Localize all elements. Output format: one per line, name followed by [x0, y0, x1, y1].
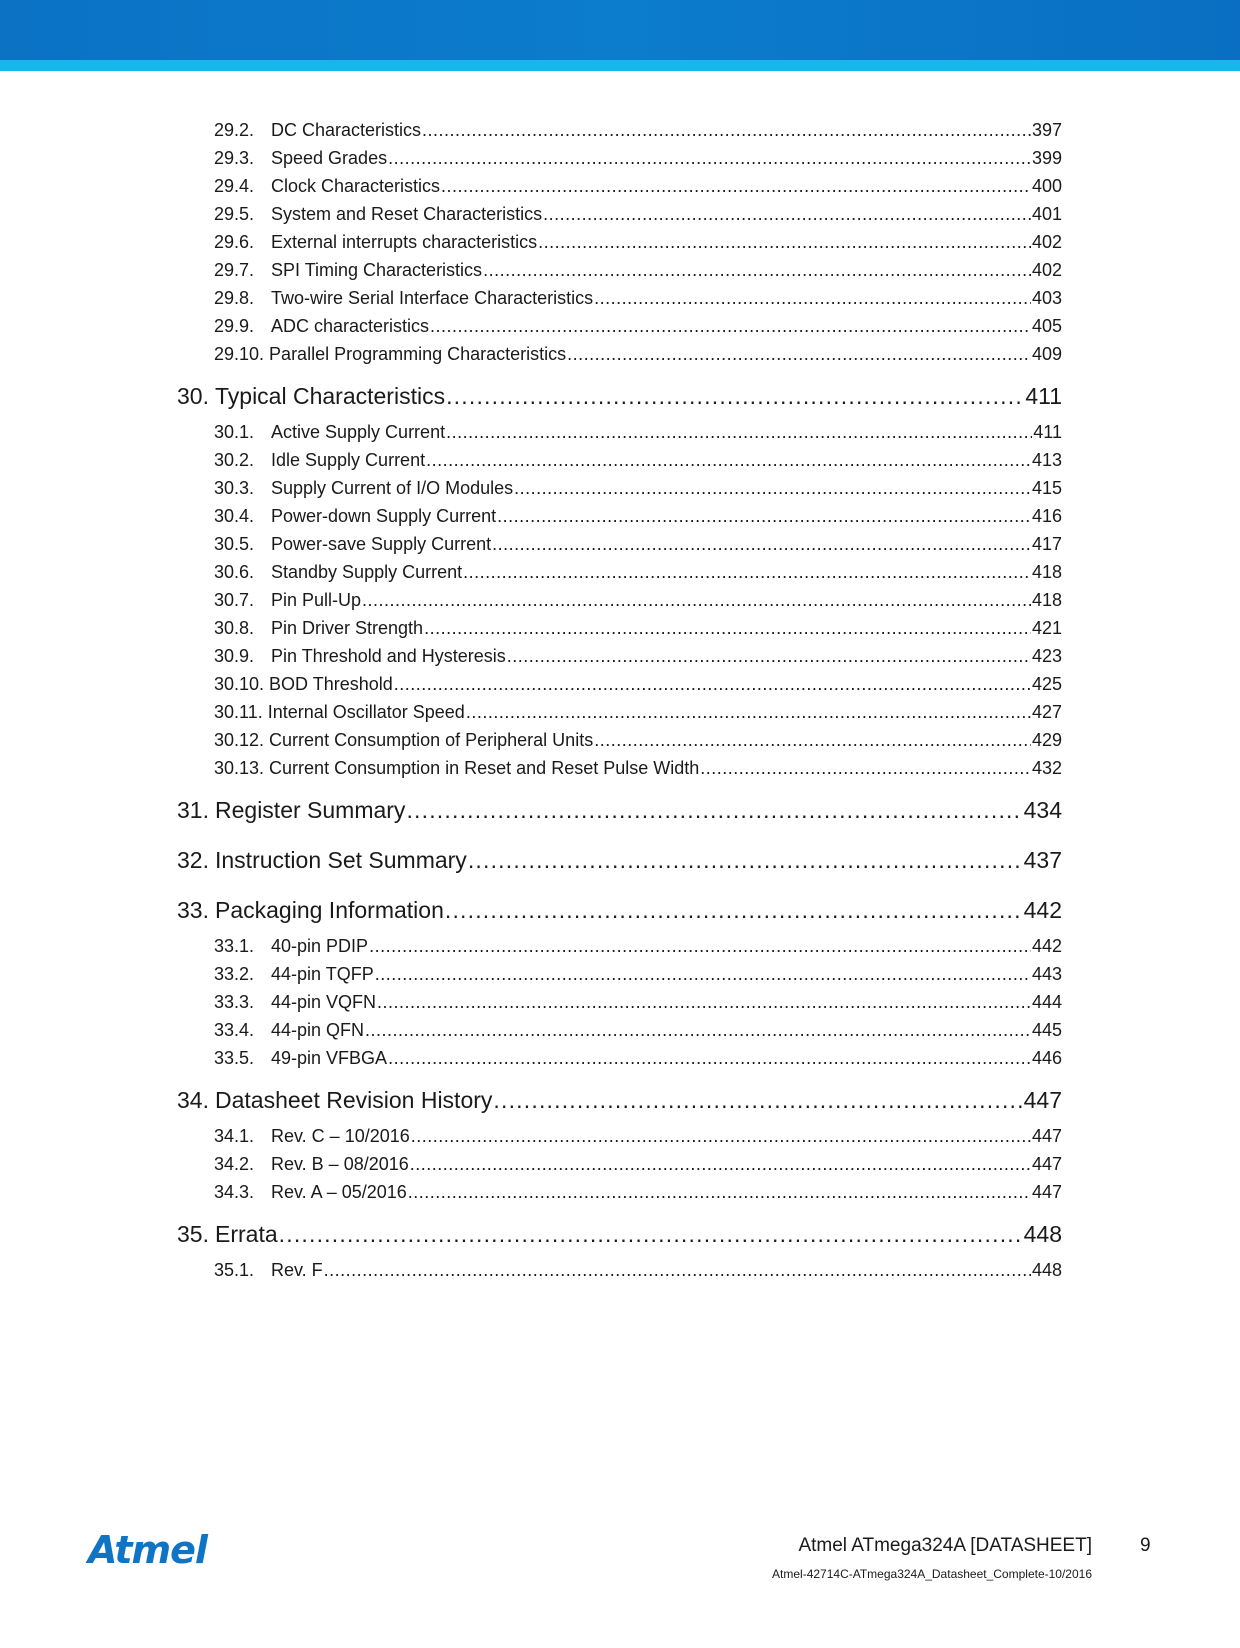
toc-entry-page: 397: [1031, 120, 1062, 140]
toc-dot-leader: [497, 502, 1031, 530]
toc-entry-number: 30.8.: [214, 618, 255, 638]
toc-entry-title: External interrupts characteristics: [271, 232, 538, 252]
toc-dot-leader: [406, 788, 1022, 832]
toc-section-entry[interactable]: [177, 172, 1062, 200]
toc-section-entry[interactable]: [177, 228, 1062, 256]
toc-dot-leader: [426, 446, 1031, 474]
toc-entry-page: 418: [1031, 562, 1062, 582]
toc-entry-number: 29.8.: [214, 288, 255, 308]
toc-entry-page: 402: [1031, 232, 1062, 252]
toc-entry-number: 30.: [177, 383, 209, 409]
toc-section-entry[interactable]: [177, 988, 1062, 1016]
toc-dot-leader: [594, 284, 1031, 312]
toc-entry-number: 30.13.: [214, 758, 265, 778]
toc-section-entry[interactable]: [177, 144, 1062, 172]
toc-entry-title: 44-pin TQFP: [271, 964, 374, 984]
toc-section-entry[interactable]: [177, 642, 1062, 670]
toc-entry-title: 44-pin QFN: [271, 1020, 365, 1040]
toc-dot-leader: [362, 586, 1031, 614]
toc-entry-title: Rev. C – 10/2016: [271, 1126, 410, 1146]
toc-entry-page: 399: [1031, 148, 1062, 168]
toc-chapter-entry[interactable]: [177, 374, 1062, 418]
toc-dot-leader: [543, 200, 1031, 228]
toc-entry-page: 447: [1031, 1126, 1062, 1146]
toc-entry-title: Errata: [215, 1221, 278, 1247]
toc-dot-leader: [375, 960, 1031, 988]
toc-entry-title: Clock Characteristics: [271, 176, 441, 196]
toc-entry-title: DC Characteristics: [271, 120, 422, 140]
toc-entry-number: 33.2.: [214, 964, 255, 984]
toc-section-entry[interactable]: [177, 1044, 1062, 1072]
toc-dot-leader: [394, 670, 1031, 698]
toc-entry-page: 443: [1031, 964, 1062, 984]
toc-dot-leader: [388, 1044, 1031, 1072]
toc-entry-page: 413: [1031, 450, 1062, 470]
toc-section-entry[interactable]: [177, 502, 1062, 530]
toc-entry-title: Parallel Programming Characteristics: [269, 344, 567, 364]
toc-entry-page: 425: [1031, 674, 1062, 694]
toc-entry-title: Power-save Supply Current: [271, 534, 492, 554]
toc-entry-page: 437: [1023, 847, 1062, 873]
document-title: Atmel ATmega324A [DATASHEET]: [798, 1535, 1092, 1556]
toc-entry-number: 35.1.: [214, 1260, 255, 1280]
toc-entry-page: 446: [1031, 1048, 1062, 1068]
toc-dot-leader: [567, 340, 1031, 368]
toc-entry-title: Standby Supply Current: [271, 562, 463, 582]
toc-section-entry[interactable]: [177, 558, 1062, 586]
toc-dot-leader: [538, 228, 1031, 256]
toc-section-entry[interactable]: [177, 1178, 1062, 1206]
toc-section-entry[interactable]: [177, 1122, 1062, 1150]
toc-section-entry[interactable]: [177, 932, 1062, 960]
page-number: 9: [1140, 1535, 1151, 1556]
toc-entry-page: 411: [1033, 422, 1062, 442]
toc-entry-title: BOD Threshold: [269, 674, 393, 694]
toc-dot-leader: [594, 726, 1031, 754]
toc-entry-title: 40-pin PDIP: [271, 936, 369, 956]
toc-entry-number: 30.9.: [214, 646, 255, 666]
toc-entry-number: 29.6.: [214, 232, 255, 252]
header-bar: [0, 0, 1240, 60]
toc-entry-page: 448: [1023, 1221, 1062, 1247]
toc-entry-title: Packaging Information: [215, 897, 444, 923]
toc-chapter-entry[interactable]: [177, 888, 1062, 932]
toc-chapter-entry[interactable]: [177, 788, 1062, 832]
toc-entry-page: 415: [1031, 478, 1062, 498]
toc-entry-page: 416: [1031, 506, 1062, 526]
toc-section-entry[interactable]: [177, 1150, 1062, 1178]
toc-entry-number: 29.3.: [214, 148, 255, 168]
toc-entry-number: 34.2.: [214, 1154, 255, 1174]
toc-entry-title: SPI Timing Characteristics: [271, 260, 483, 280]
toc-entry-number: 35.: [177, 1221, 209, 1247]
toc-section-entry[interactable]: [177, 284, 1062, 312]
toc-entry-title: Current Consumption of Peripheral Units: [269, 730, 594, 750]
toc-entry-page: 402: [1031, 260, 1062, 280]
toc-section-entry[interactable]: [177, 614, 1062, 642]
toc-section-entry[interactable]: [177, 256, 1062, 284]
toc-entry-number: 33.3.: [214, 992, 255, 1012]
toc-entry-title: 49-pin VFBGA: [271, 1048, 388, 1068]
toc-entry-number: 30.10.: [214, 674, 265, 694]
toc-entry-title: Active Supply Current: [271, 422, 446, 442]
toc-entry-title: Pin Threshold and Hysteresis: [271, 646, 506, 666]
toc-entry-title: Instruction Set Summary: [215, 847, 467, 873]
toc-section-entry[interactable]: [177, 960, 1062, 988]
toc-section-entry[interactable]: [177, 116, 1062, 144]
toc-section-entry[interactable]: [177, 446, 1062, 474]
toc-entry-number: 33.1.: [214, 936, 255, 956]
toc-entry-number: 30.11.: [214, 702, 263, 722]
toc-entry-number: 30.3.: [214, 478, 255, 498]
toc-entry-page: 427: [1031, 702, 1062, 722]
toc-entry-number: 30.6.: [214, 562, 255, 582]
toc-entry-page: 429: [1031, 730, 1062, 750]
toc-dot-leader: [468, 838, 1023, 882]
toc-entry-number: 32.: [177, 847, 209, 873]
toc-dot-leader: [408, 1178, 1031, 1206]
toc-entry-title: ADC characteristics: [271, 316, 430, 336]
toc-dot-leader: [324, 1256, 1031, 1284]
toc-entry-title: Speed Grades: [271, 148, 388, 168]
toc-entry-page: 434: [1023, 797, 1062, 823]
toc-entry-page: 447: [1031, 1154, 1062, 1174]
toc-entry-number: 30.12.: [214, 730, 265, 750]
toc-dot-leader: [446, 374, 1024, 418]
toc-entry-page: 445: [1031, 1020, 1062, 1040]
toc-entry-number: 30.2.: [214, 450, 255, 470]
toc-dot-leader: [466, 698, 1031, 726]
toc-section-entry[interactable]: [177, 754, 1062, 782]
toc-dot-leader: [369, 932, 1031, 960]
toc-entry-number: 34.3.: [214, 1182, 255, 1202]
toc-dot-leader: [446, 418, 1032, 446]
toc-section-entry[interactable]: [177, 1016, 1062, 1044]
toc-entry-title: Power-down Supply Current: [271, 506, 497, 526]
toc-dot-leader: [411, 1122, 1031, 1150]
toc-entry-number: 31.: [177, 797, 209, 823]
toc-dot-leader: [463, 558, 1031, 586]
toc-dot-leader: [492, 530, 1031, 558]
toc-entry-title: 44-pin VQFN: [271, 992, 377, 1012]
toc-dot-leader: [279, 1212, 1023, 1256]
header-stripe: [0, 60, 1240, 71]
toc-entry-number: 30.4.: [214, 506, 255, 526]
toc-section-entry[interactable]: [177, 530, 1062, 558]
toc-section-entry[interactable]: [177, 1256, 1062, 1284]
toc-dot-leader: [410, 1150, 1031, 1178]
toc-entry-page: 411: [1025, 383, 1062, 409]
toc-entry-page: 447: [1023, 1087, 1062, 1113]
toc-entry-number: 34.1.: [214, 1126, 255, 1146]
toc-dot-leader: [507, 642, 1031, 670]
toc-entry-title: Rev. A – 05/2016: [271, 1182, 407, 1202]
toc-entry-page: 401: [1031, 204, 1062, 224]
toc-dot-leader: [700, 754, 1031, 782]
toc-entry-page: 423: [1031, 646, 1062, 666]
toc-entry-title: Rev. B – 08/2016: [271, 1154, 409, 1174]
toc-entry-number: 29.7.: [214, 260, 255, 280]
toc-entry-page: 418: [1031, 590, 1062, 610]
toc-dot-leader: [445, 888, 1023, 932]
toc-entry-page: 409: [1031, 344, 1062, 364]
toc-section-entry[interactable]: [177, 586, 1062, 614]
toc-section-entry[interactable]: [177, 726, 1062, 754]
toc-entry-title: Pin Driver Strength: [271, 618, 424, 638]
atmel-logo: Atmel: [88, 1528, 207, 1572]
toc-dot-leader: [430, 312, 1031, 340]
toc-entry-title: Supply Current of I/O Modules: [271, 478, 514, 498]
toc-entry-title: Internal Oscillator Speed: [267, 702, 465, 722]
toc-entry-title: Datasheet Revision History: [215, 1087, 493, 1113]
toc-entry-title: System and Reset Characteristics: [271, 204, 543, 224]
toc-section-entry[interactable]: [177, 418, 1062, 446]
toc-entry-page: 405: [1031, 316, 1062, 336]
document-id: Atmel-42714C-ATmega324A_Datasheet_Complete-10/2016: [772, 1567, 1092, 1581]
toc-section-entry[interactable]: [177, 200, 1062, 228]
toc-dot-leader: [483, 256, 1031, 284]
toc-entry-number: 34.: [177, 1087, 209, 1113]
toc-entry-title: Rev. F: [271, 1260, 323, 1280]
table-of-contents: [177, 116, 1062, 1284]
toc-entry-page: 444: [1031, 992, 1062, 1012]
toc-entry-title: Register Summary: [215, 797, 406, 823]
toc-entry-title: Current Consumption in Reset and Reset Pulse Width: [269, 758, 700, 778]
toc-section-entry[interactable]: [177, 670, 1062, 698]
toc-entry-number: 33.: [177, 897, 209, 923]
toc-entry-title: Pin Pull-Up: [271, 590, 362, 610]
toc-entry-page: 417: [1031, 534, 1062, 554]
toc-entry-title: Idle Supply Current: [271, 450, 426, 470]
toc-entry-page: 442: [1031, 936, 1062, 956]
toc-section-entry[interactable]: [177, 340, 1062, 368]
toc-entry-page: 400: [1031, 176, 1062, 196]
toc-dot-leader: [441, 172, 1031, 200]
toc-chapter-entry[interactable]: [177, 1078, 1062, 1122]
toc-section-entry[interactable]: [177, 474, 1062, 502]
toc-chapter-entry[interactable]: [177, 838, 1062, 882]
toc-entry-number: 30.5.: [214, 534, 255, 554]
toc-entry-number: 29.4.: [214, 176, 255, 196]
toc-entry-number: 33.4.: [214, 1020, 255, 1040]
toc-entry-page: 421: [1031, 618, 1062, 638]
toc-entry-number: 33.5.: [214, 1048, 255, 1068]
toc-entry-page: 432: [1031, 758, 1062, 778]
toc-entry-number: 29.2.: [214, 120, 255, 140]
toc-entry-number: 29.10.: [214, 344, 265, 364]
toc-section-entry[interactable]: [177, 698, 1062, 726]
toc-dot-leader: [514, 474, 1031, 502]
toc-section-entry[interactable]: [177, 312, 1062, 340]
toc-entry-page: 403: [1031, 288, 1062, 308]
toc-entry-number: 30.1.: [214, 422, 255, 442]
toc-dot-leader: [388, 144, 1031, 172]
toc-entry-title: Two-wire Serial Interface Characteristics: [271, 288, 594, 308]
toc-chapter-entry[interactable]: [177, 1212, 1062, 1256]
toc-entry-page: 447: [1031, 1182, 1062, 1202]
toc-entry-page: 448: [1031, 1260, 1062, 1280]
toc-dot-leader: [377, 988, 1031, 1016]
toc-entry-page: 442: [1023, 897, 1062, 923]
toc-dot-leader: [422, 116, 1031, 144]
toc-dot-leader: [424, 614, 1031, 642]
toc-entry-number: 29.5.: [214, 204, 255, 224]
toc-dot-leader: [365, 1016, 1031, 1044]
toc-dot-leader: [493, 1078, 1022, 1122]
toc-entry-number: 30.7.: [214, 590, 255, 610]
toc-entry-title: Typical Characteristics: [215, 383, 446, 409]
toc-entry-number: 29.9.: [214, 316, 255, 336]
